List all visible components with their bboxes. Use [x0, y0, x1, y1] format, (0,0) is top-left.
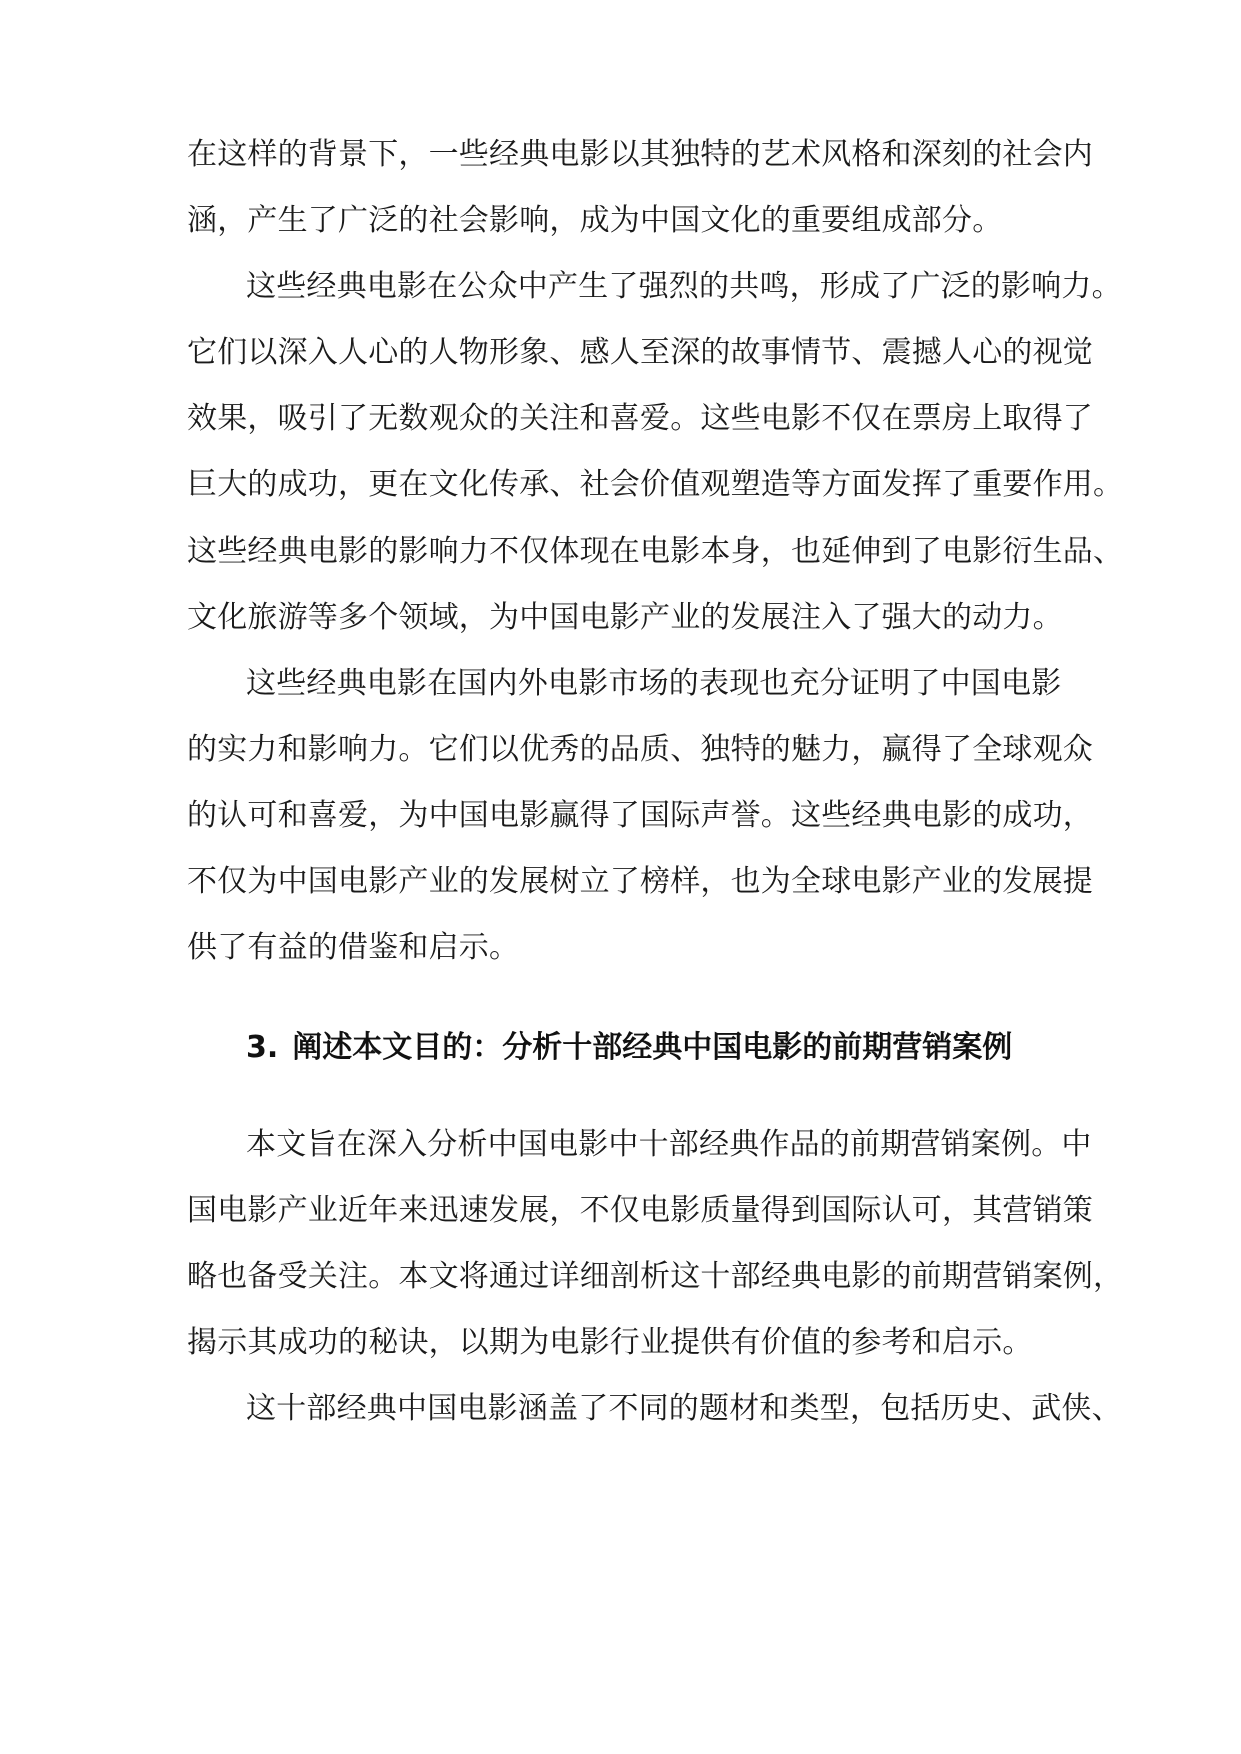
- paragraph-2-line-6: 文化旅游等多个领域，为中国电影产业的发展注入了强大的动力。: [187, 600, 1063, 635]
- section-heading: [246, 1028, 1066, 1068]
- paragraph-4-line-2: 国电影产业近年来迅速发展，不仅电影质量得到国际认可，其营销策: [187, 1193, 1093, 1228]
- paragraph-4-line-3: 略也备受关注。本文将通过详细剖析这十部经典电影的前期营销案例，: [187, 1259, 1124, 1294]
- paragraph-1-line-2: 涵，产生了广泛的社会影响，成为中国文化的重要组成部分。: [187, 203, 1003, 238]
- paragraph-2-line-3: 效果，吸引了无数观众的关注和喜爱。这些电影不仅在票房上取得了: [187, 401, 1093, 436]
- paragraph-3-line-2: 的实力和影响力。它们以优秀的品质、独特的魅力，赢得了全球观众: [187, 732, 1093, 767]
- paragraph-3-line-1: 这些经典电影在国内外电影市场的表现也充分证明了中国电影: [246, 666, 1062, 701]
- paragraph-2-line-1: 这些经典电影在公众中产生了强烈的共鸣，形成了广泛的影响力。: [246, 269, 1122, 304]
- paragraph-2-line-4: 巨大的成功，更在文化传承、社会价值观塑造等方面发挥了重要作用。: [187, 467, 1124, 502]
- paragraph-2-line-5: 这些经典电影的影响力不仅体现在电影本身，也延伸到了电影衍生品、: [187, 534, 1124, 569]
- paragraph-4-line-4: 揭示其成功的秘诀，以期为电影行业提供有价值的参考和启示。: [187, 1325, 1033, 1360]
- paragraph-3-line-5: 供了有益的借鉴和启示。: [187, 930, 520, 965]
- paragraph-3-line-4: 不仅为中国电影产业的发展树立了榜样，也为全球电影产业的发展提: [187, 864, 1093, 899]
- section-title: 阐述本文目的：分析十部经典中国电影的前期营销案例: [292, 1030, 1013, 1065]
- section-number: 3.: [246, 1030, 279, 1065]
- paragraph-1-line-1: 在这样的背景下，一些经典电影以其独特的艺术风格和深刻的社会内: [187, 137, 1093, 172]
- paragraph-3-line-3: 的认可和喜爱，为中国电影赢得了国际声誉。这些经典电影的成功，: [187, 798, 1093, 833]
- paragraph-4-line-1: 本文旨在深入分析中国电影中十部经典作品的前期营销案例。中: [246, 1127, 1092, 1162]
- paragraph-5-line-1: 这十部经典中国电影涵盖了不同的题材和类型，包括历史、武侠、: [246, 1391, 1122, 1426]
- paragraph-2-line-2: 它们以深入人心的人物形象、感人至深的故事情节、震撼人心的视觉: [187, 335, 1093, 370]
